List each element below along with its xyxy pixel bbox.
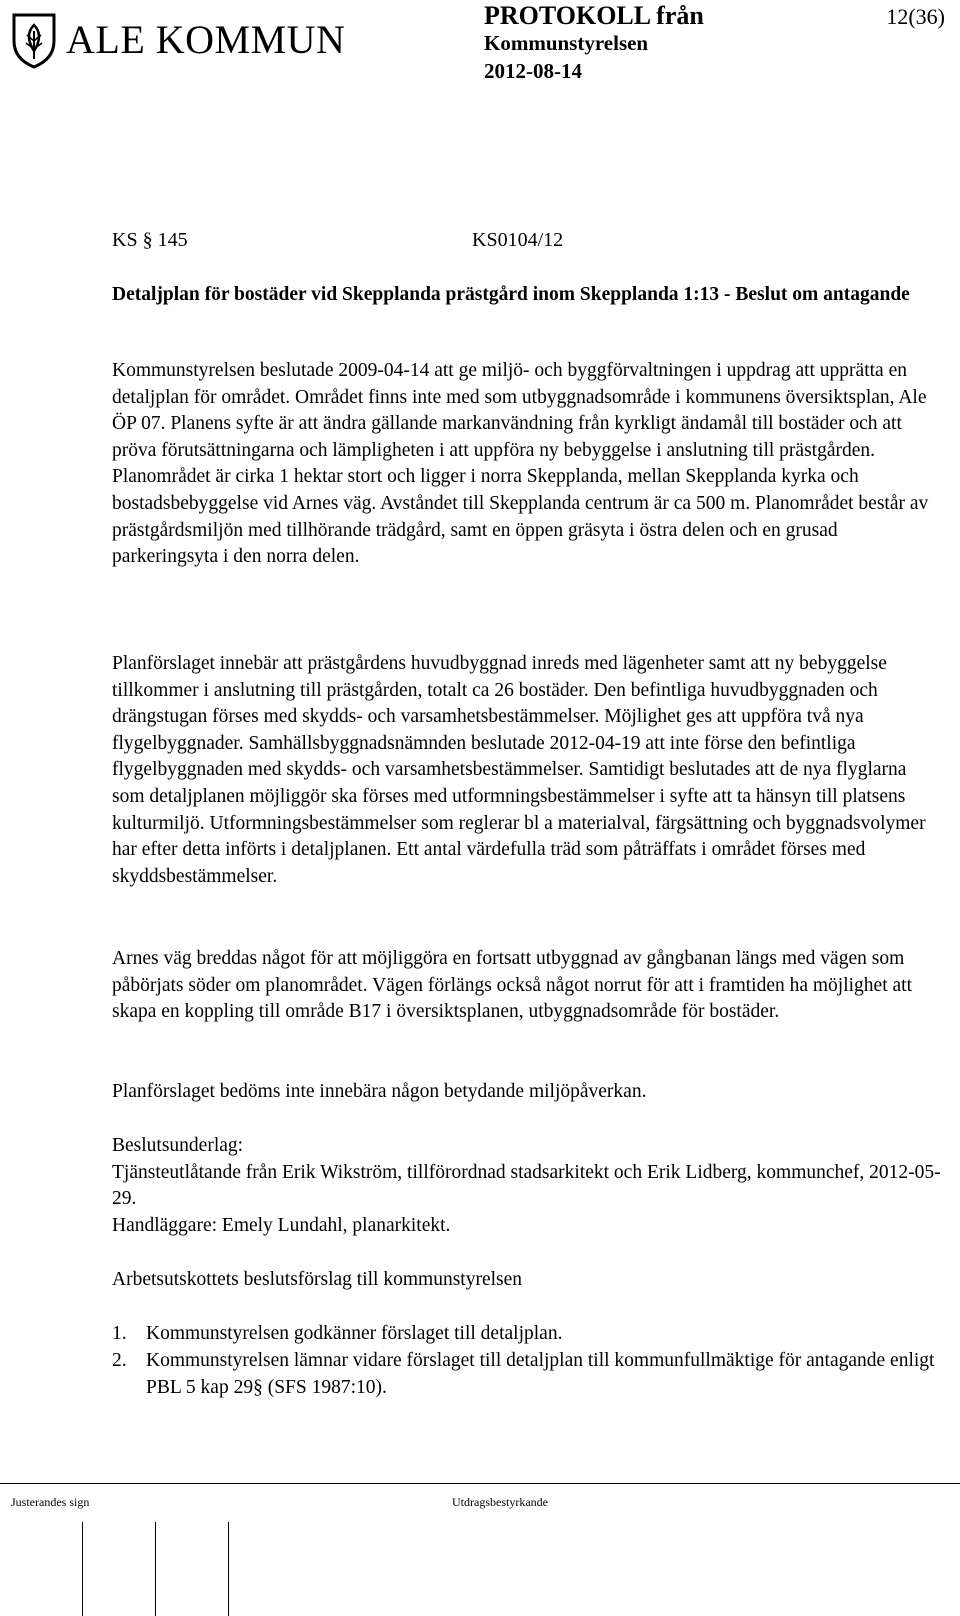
- section-reference: KS § 145: [112, 229, 188, 251]
- signature-box-divider: [228, 1522, 229, 1616]
- paragraph-road: Arnes väg breddas något för att möjliggöra en fortsatt utbyggnad av gångbanan längs med vägen som påbörjats söder om planområdet. Vägen förlängs också något norrut för att i framtiden ha möjlighet att skapa en koppling till område B17 i översiktsplanen, utbyggnadsområde för bostäder.: [112, 948, 912, 1023]
- proposal-heading: Arbetsutskottets beslutsförslag till kommunstyrelsen: [112, 1269, 523, 1290]
- municipality-logo: [10, 10, 345, 70]
- paragraph-proposal: Planförslaget innebär att prästgårdens huvudbyggnad inreds med lägenheter samt att ny bebyggelse tillkommer i anslutning till prästgården, totalt ca 26 bostäder. Den befintliga huvudbyggnaden och drängstugan förses med skydds- och varsamhetsbestämmelser. Möjlighet ges att uppföra två nya flygelbyggnader. Samhällsbyggnadsnämnden beslutade 2012-04-19 att inte förse den befintliga flygelbyggnaden med skydds- och varsamhetsbestämmelser. Samtidigt beslutades att de nya flyglarna som detaljplanen möjliggör ska förses med utformningsbestämmelser i syfte att ta hänsyn till platsens kulturmiljö. Utformningsbestämmelser som reglerar bl a materialval, färgsättning och byggnadsvolymer har efter detta införts i detaljplanen. Ett antal värdefulla träd som påträffats i området förses med skyddsbestämmelser.: [112, 653, 926, 887]
- decision-basis-handler: Handläggare: Emely Lundahl, planarkitekt.: [112, 1214, 451, 1236]
- signature-box-divider: [82, 1522, 83, 1616]
- ale-kommun-crest-icon: [10, 11, 58, 69]
- footer-divider: [0, 1483, 960, 1484]
- list-item-text: Kommunstyrelsen lämnar vidare förslaget till detaljplan till kommunfullmäktige för antagande enligt PBL 5 kap 29§ (SFS 1987:10).: [146, 1350, 935, 1398]
- decision-basis-label: Beslutsunderlag:: [112, 1135, 244, 1156]
- case-title: Detaljplan för bostäder vid Skepplanda prästgård inom Skepplanda 1:13 - Beslut om antagande: [112, 284, 910, 305]
- file-reference: KS0104/12: [472, 229, 564, 251]
- signature-label: Justerandes sign: [11, 1495, 90, 1509]
- decision-basis-document: Tjänsteutlåtande från Erik Wikström, tillförordnad stadsarkitekt och Erik Lidberg, kommunchef, 2012-05-29.: [112, 1161, 941, 1210]
- decision-basis: [112, 1133, 942, 1239]
- page-number: 12(36): [886, 4, 945, 29]
- extract-certification-label: Utdragsbestyrkande: [452, 1495, 548, 1509]
- issuing-body: Kommunstyrelsen: [484, 31, 649, 55]
- meeting-date: 2012-08-14: [484, 59, 582, 83]
- list-item-number: 1.: [112, 1323, 127, 1344]
- list-item: [112, 1347, 942, 1401]
- paragraph-environment: Planförslaget bedöms inte innebära någon betydande miljöpåverkan.: [112, 1081, 647, 1102]
- list-item-text: Kommunstyrelsen godkänner förslaget till detaljplan.: [146, 1323, 563, 1344]
- paragraph-background: Kommunstyrelsen beslutade 2009-04-14 att ge miljö- och byggförvaltningen i uppdrag att upprätta en detaljplan för området. Området finns inte med som utbyggnadsområde i kommunens översiktsplan, Ale ÖP 07. Planens syfte är att ändra gällande markanvändning från kyrkligt ändamål till bostäder och att pröva förutsättningarna och lämpligheten i att uppföra ny bebyggelse i anslutning till prästgården. Planområdet är cirka 1 hektar stort och ligger i norra Skepplanda, mellan Skepplanda kyrka och bostadsbebyggelse vid Arnes väg. Avståndet till Skepplanda centrum är ca 500 m. Planområdet består av prästgårdsmiljön med tillhörande trädgård, samt en öppen gräsyta i östra delen och en grusad parkeringsyta i den norra delen.: [112, 360, 929, 568]
- document-header: [484, 2, 704, 85]
- proposal-list: [112, 1320, 942, 1401]
- logo-wordmark: ALE KOMMUN: [66, 17, 346, 62]
- signature-box-divider: [155, 1522, 156, 1616]
- list-item-number: 2.: [112, 1350, 127, 1371]
- document-type: PROTOKOLL från: [484, 1, 704, 30]
- list-item: [112, 1320, 942, 1347]
